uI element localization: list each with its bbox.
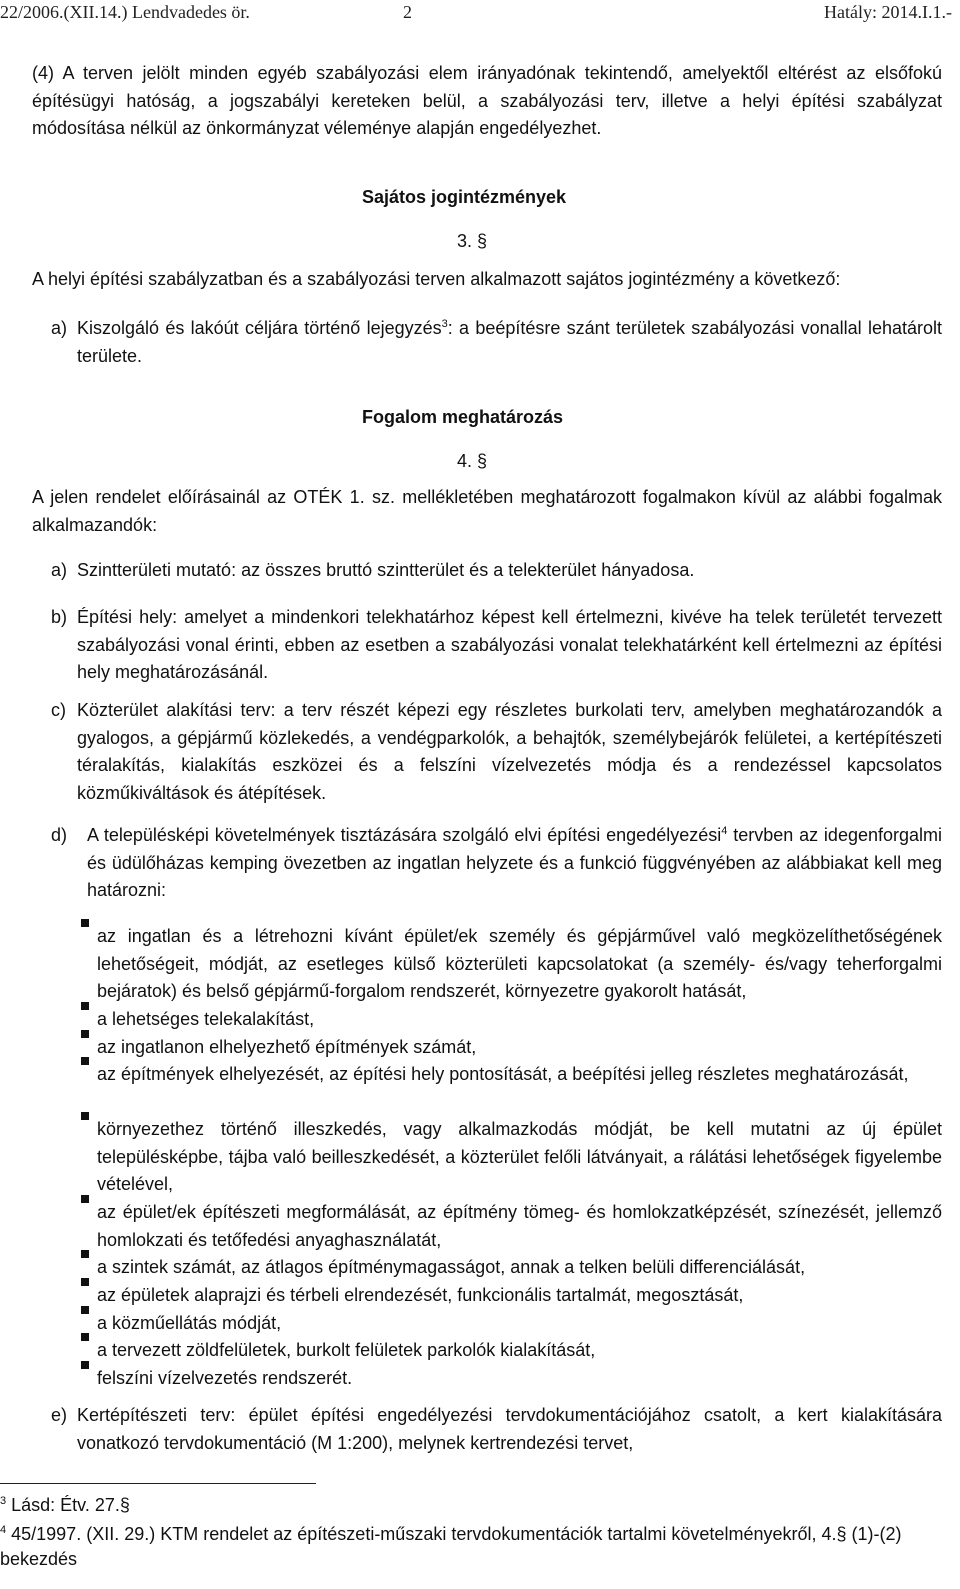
section-4-intro: A jelen rendelet előírásainál az OTÉK 1. sz. mellékletében meghatározott fogalmakon kívül az alábbi fogalmak alkalmazandók: [32,487,942,535]
paragraph-4: (4) A terven jelölt minden egyéb szabályozási elem irányadónak tekintendő, amelyektől eltérést az elsőfokú építésügyi hatóság, a jogszabályi kereteken belül, a szabályozási terv, illetve a helyi építési szabályzat módosítása nélkül az önkormányzat véleménye alapján engedélyezhet. [32,63,942,138]
footnote-divider [0,1483,316,1484]
footnote-3: $^3$ Lásd: Étv. 27.§ [0,1495,130,1515]
section-4-number: 4. § [457,451,488,471]
section-4-item-d: A településképi követelmények tisztázására szolgáló elvi építési engedélyezési$^4$ tervben az idegenforgalmi és üdülőházas kemping övezetben az ingatlan helyzete és a funkció függvényében az alábbiakat kell meg határozni: [87,825,943,900]
section-3-item-a: Kiszolgáló és lakóút céljára történő lejegyzés$^3$: a beépítésre szánt területek szabályozási vonallal lehatárolt területe. [77,318,943,366]
bullet-square-icon [81,919,89,927]
section-4-item-b-label: b) [51,607,68,627]
bullet-square-icon [81,1057,89,1065]
list-item: az ingatlanon elhelyezhető építmények számát, [97,1037,477,1057]
list-item: az építmények elhelyezését, az építési hely pontosítását, a beépítési jelleg részletes meghatározását, [97,1064,909,1084]
section-4-item-e-label: e) [51,1405,68,1425]
section-4-item-d-label: d) [51,825,68,845]
bullet-square-icon [81,1112,89,1120]
footnote-4: $^4$ 45/1997. (XII. 29.) KTM rendelet az építészeti-műszaki tervdokumentációk tartalmi követelményekről, 4.§ (1)-(2) bekezdés [0,1524,902,1569]
section-4-item-c-label: c) [51,700,66,720]
section-3-item-a-label: a) [51,318,68,338]
list-item: a közműellátás módját, [97,1313,282,1333]
section-4-item-b: Építési hely: amelyet a mindenkori telekhatárhoz képest kell értelmezni, kivéve ha telek területét tervezett szabályozási vonal érinti, ebben az esetben a szabályozási vonalat telekhatárként kell értelmezni az építési hely meghatározásánál. [77,607,942,682]
page-header [0,2,952,24]
header-citation: 22/2006.(XII.14.) Lendvadedes ör. [0,2,250,22]
list-item: az épületek alaprajzi és térbeli elrendezését, funkcionális tartalmát, megosztását, [97,1285,744,1305]
list-item: környezethez történő illeszkedés, vagy alkalmazkodás módját, be kell mutatni az új épület településképbe, tájba való beilleszkedését, a közterület felőli látványait, a rálátási lehetőségek figyelembe vételével, [97,1119,942,1194]
bullet-square-icon [81,1306,89,1314]
section-4-heading: Fogalom meghatározás [362,407,564,427]
footnote-ref-3[interactable]: 3 [441,318,448,330]
bullet-square-icon [81,1250,89,1258]
page-number: 2 [403,2,412,22]
header-effective-date: Hatály: 2014.I.1.- [824,2,952,22]
list-item: az ingatlan és a létrehozni kívánt épület/ek személy és gépjárművel való megközelíthetőségének lehetőségeit, módját, az esetleges külső közterületi kapcsolatokat (a személy- és/vagy teherforgalmi bejáratok) és belső gépjármű-forgalom rendszerét, környezetre gyakorolt hatását, [97,926,942,1001]
list-item: az épület/ek építészeti megformálását, az építmény tömeg- és homlokzatképzését, színezését, jellemző homlokzati és tetőfedési anyaghasználatát, [97,1202,942,1250]
section-4-item-e: Kertépítészeti terv: épület építési engedélyezési tervdokumentációjához csatolt, a kert kialakítására vonatkozó tervdokumentáció (M 1:200), melynek kertrendezési tervet, [77,1405,942,1453]
section-3-number: 3. § [457,231,488,251]
list-item: a szintek számát, az átlagos építménymagasságot, annak a telken belüli differenciálását, [97,1257,806,1277]
section-4-item-a: Szintterületi mutató: az összes bruttó szintterület és a telekterület hányadosa. [77,560,695,580]
bullet-square-icon [81,1195,89,1203]
section-4-item-a-label: a) [51,560,68,580]
section-3-intro: A helyi építési szabályzatban és a szabályozási terven alkalmazott sajátos jogintézmény a következő: [32,269,841,289]
section-3-heading: Sajátos jogintézmények [362,187,567,207]
bullet-square-icon [81,1361,89,1369]
list-item: a lehetséges telekalakítást, [97,1009,315,1029]
bullet-square-icon [81,1278,89,1286]
section-4-item-c: Közterület alakítási terv: a terv részét képezi egy részletes burkolati terv, amelyben meghatározandók a gyalogos, a gépjármű közlekedés, a vendégparkolók, a behajtók, személybejárók felületei, a kertépítészeti téralakítás, kialakítás eszközei és a felszíni vízelvezetés módja és a rendezéssel kapcsolatos közműkiváltások és átépítések. [77,700,942,803]
list-item: felszíni vízelvezetés rendszerét. [97,1368,353,1388]
list-item: a tervezett zöldfelületek, burkolt felületek parkolók kialakítását, [97,1340,596,1360]
footnote-ref-4[interactable]: 4 [721,825,728,837]
bullet-square-icon [81,1002,89,1010]
bullet-square-icon [81,1030,89,1038]
bullet-square-icon [81,1333,89,1341]
